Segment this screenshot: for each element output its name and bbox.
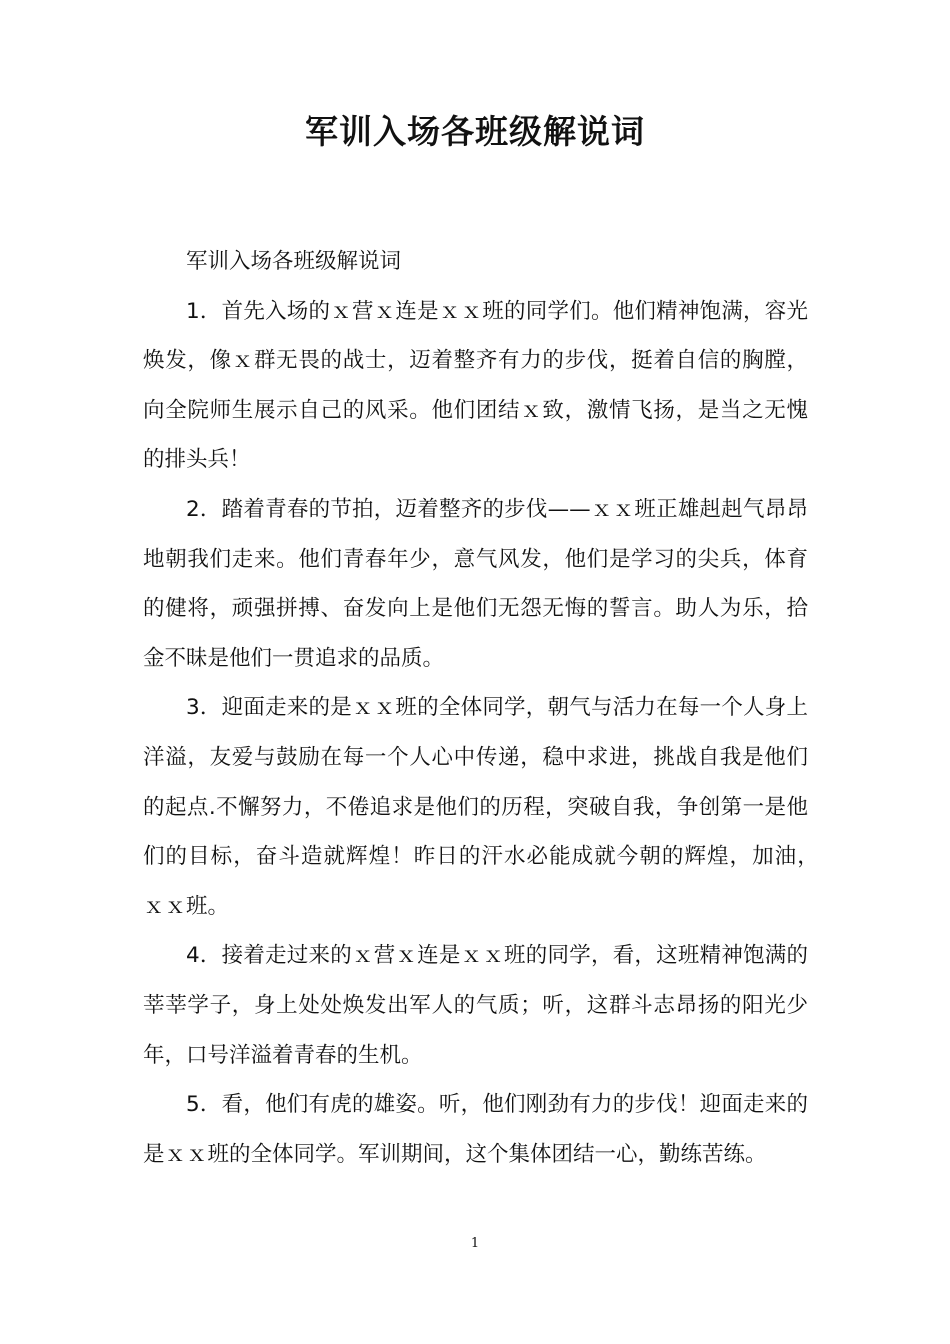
paragraph-item-1: 1．首先入场的ｘ营ｘ连是ｘｘ班的同学们。他们精神饱满，容光焕发，像ｘ群无畏的战士，迈着整齐有力的步伐，挺着自信的胸膛，向全院师生展示自己的风采。他们团结ｘ致，激情飞扬，是当之无愧的排头兵！ [143,298,808,473]
paragraph-subtitle: 军训入场各班级解说词 [186,249,402,274]
paragraph-item-5: 5．看，他们有虎的雄姿。听，他们刚劲有力的步伐！迎面走来的是ｘｘ班的全体同学。军训期间，这个集体团结一心，勤练苦练。 [143,1092,808,1167]
paragraph-item-2: 2．踏着青春的节拍，迈着整齐的步伐——ｘｘ班正雄赳赳气昂昂地朝我们走来。他们青春年少，意气风发，他们是学习的尖兵，体育的健将，顽强拼搏、奋发向上是他们无怨无悔的誓言。助人为乐，拾金不昧是他们一贯追求的品质。 [143,496,808,671]
paragraph-item-4: 4．接着走过来的ｘ营ｘ连是ｘｘ班的同学，看，这班精神饱满的莘莘学子，身上处处焕发出军人的气质；听，这群斗志昂扬的阳光少年，口号洋溢着青春的生机。 [143,943,808,1068]
page-title: 军训入场各班级解说词 [305,112,645,151]
page-number: 1 [470,1236,480,1251]
paragraph-item-3: 3．迎面走来的是ｘｘ班的全体同学，朝气与活力在每一个人身上洋溢，友爱与鼓励在每一个人心中传递，稳中求进，挑战自我是他们的起点.不懈努力，不倦追求是他们的历程，突破自我，争创第一是他们的目标，奋斗造就辉煌！昨日的汗水必能成就今朝的辉煌，加油， ｘｘ班。 [143,695,830,919]
document-body [143,237,830,1179]
